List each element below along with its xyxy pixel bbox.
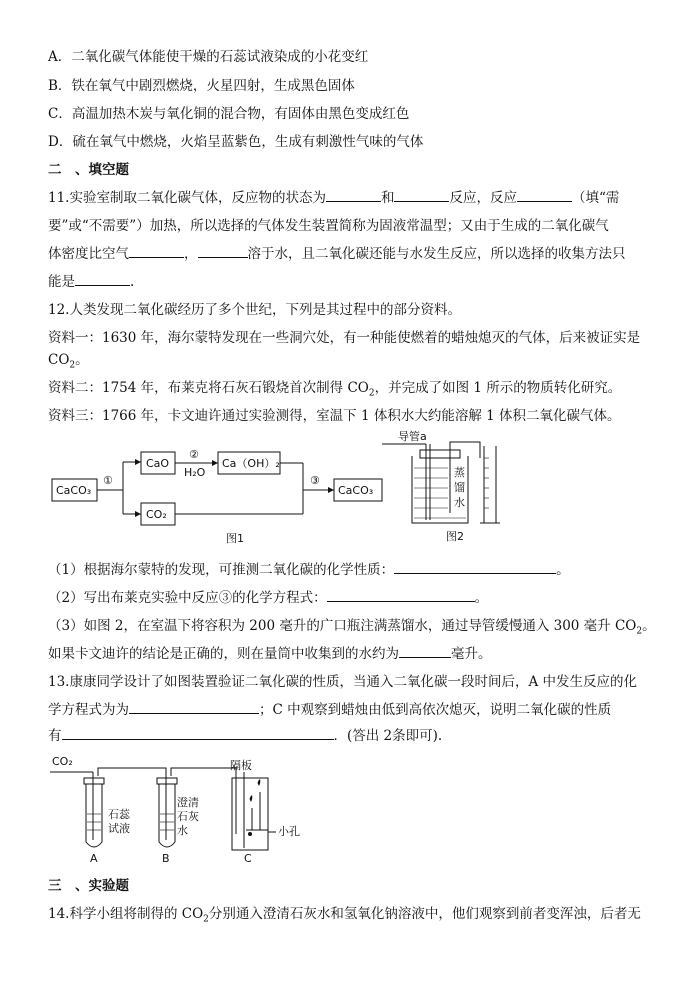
candle-flame-low	[250, 795, 253, 802]
label-tube-a: 导管a	[398, 430, 427, 443]
q13-line3: 有 ．(答出 2条即可).	[48, 728, 443, 744]
label-small-hole: 小孔	[278, 825, 300, 838]
q12-blank-equation[interactable]	[327, 588, 475, 602]
label-limewater-3: 水	[177, 824, 188, 837]
label-limewater-1: 澄清	[177, 796, 199, 809]
q11-line3: 体密度比空气 ， 溶于水，且二氧化碳还能与水发生反应，所以选择的收集方法只	[48, 246, 626, 262]
figure-1-caption: 图1	[226, 532, 244, 545]
label-h2o: H₂O	[184, 466, 206, 479]
q13-line2: 学方程式为为 ；C 中观察到蜡烛由低到高依次熄灭，说明二氧化碳的性质	[48, 702, 612, 718]
q11-blank-solubility[interactable]	[198, 244, 248, 258]
label-distilled-3: 水	[454, 496, 465, 509]
q12-material1: 资料一：1630 年，海尔蒙特发现在一些洞穴处，有一种能使燃着的蜡烛熄灭的气体，后来被证实是	[48, 330, 641, 346]
option-d: D．硫在氧气中燃烧，火焰呈蓝紫色，生成有刺激性气味的气体	[48, 134, 424, 150]
q12-sub1: （1）根据海尔蒙特的发现，可推测二氧化碳的化学性质： 。	[48, 562, 570, 578]
figure-3-apparatus	[48, 752, 318, 870]
section-fill-in-heading: 二 、填空题	[48, 162, 129, 178]
label-step2: ②	[189, 448, 199, 461]
label-litmus-2: 试液	[108, 822, 130, 835]
q11-line2: 要”或“不需要”）加热，所以选择的气体发生装置简称为固液常温型；又由于生成的二氧化碳气	[48, 218, 609, 234]
beaker-c	[232, 778, 268, 850]
q12-material3: 资料三：1766 年，卡文迪许通过实验测得，室温下 1 体积水大约能溶解 1 体积二氧化碳气体。	[48, 408, 621, 424]
label-b: B	[162, 852, 170, 865]
label-caoh2: Ca（OH）₂	[222, 457, 280, 470]
option-c: C．高温加热木炭与氧化铜的混合物，有固体由黑色变成红色	[48, 106, 410, 122]
q12-sub3-cont: 如果卡文迪许的结论是正确的，则在量筒中收集到的水约为 毫升。	[48, 646, 492, 662]
label-caco3-right: CaCO₃	[338, 484, 374, 497]
label-limewater-2: 石灰	[177, 810, 199, 823]
test-tube-b	[159, 784, 175, 847]
q11-blank-density[interactable]	[129, 244, 184, 258]
label-step3: ③	[310, 474, 320, 487]
label-a: A	[90, 852, 98, 865]
label-step1: ①	[103, 474, 113, 487]
q11-line1: 11.实验室制取二氧化碳气体，反应物的状态为 和 反应，反应 （填“需	[48, 190, 620, 206]
q12-material2: 资料二：1754 年，布莱克将石灰石锻烧首次制得 $CO_2$，并完成了如图 1 所示的物质转化研究。	[48, 380, 622, 399]
label-litmus-1: 石蕊	[108, 808, 130, 821]
q12-blank-volume[interactable]	[399, 644, 451, 658]
label-caco3-left: CaCO₃	[56, 484, 92, 497]
figure-1-conversion-diagram	[48, 432, 388, 552]
label-distilled-2: 馏	[454, 481, 465, 494]
q11-blank-heat[interactable]	[517, 188, 572, 202]
option-b: B．铁在氧气中剧烈燃烧，火星四射，生成黑色固体	[48, 78, 355, 94]
q14-line1: 14.科学小组将制得的 $CO_2$分别通入澄清石灰水和氢氧化钠溶液中，他们观察到前者变浑浊，后者无	[48, 906, 641, 925]
q11-blank-state2[interactable]	[394, 188, 449, 202]
q13-blank-equation[interactable]	[129, 700, 259, 714]
label-co2-inlet: CO₂	[52, 755, 73, 768]
q12-material1-cont: $CO_2$。	[48, 352, 89, 371]
small-hole	[248, 832, 252, 836]
section-experiment-heading: 三 、实验题	[48, 878, 129, 894]
label-c: C	[244, 852, 252, 865]
q11-line4: 能是 .	[48, 274, 135, 290]
q12-sub3: （3）如图 2，在室温下将容积为 200 毫升的广口瓶注满蒸馏水，通过导管缓慢通入 300 毫升 $CO_2$。	[48, 618, 656, 637]
label-distilled-1: 蒸	[454, 466, 465, 479]
q11-blank-state1[interactable]	[326, 188, 381, 202]
label-partition: 隔板	[230, 759, 252, 772]
label-cao: CaO	[146, 457, 170, 470]
candle-flame-high	[258, 779, 261, 786]
q13-line1: 13.康康同学设计了如图装置验证二氧化碳的性质，当通入二氧化碳一段时间后，A 中发生反应的化	[48, 674, 638, 690]
q12-sub2: （2）写出布莱克实验中反应③的化学方程式： 。	[48, 590, 489, 606]
test-tube-a	[86, 784, 102, 847]
option-a: A．二氧化碳气体能使干燥的石蕊试液染成的小花变红	[48, 49, 369, 65]
label-co2: CO₂	[146, 508, 167, 521]
figure-2-apparatus	[380, 428, 530, 548]
q12-intro: 12.人类发现二氧化碳经历了多个世纪，下列是其过程中的部分资料。	[48, 302, 461, 318]
q12-blank-property[interactable]	[394, 560, 556, 574]
q13-blank-properties[interactable]	[62, 726, 334, 740]
figure-2-caption: 图2	[446, 530, 464, 543]
q11-blank-method[interactable]	[75, 272, 130, 286]
